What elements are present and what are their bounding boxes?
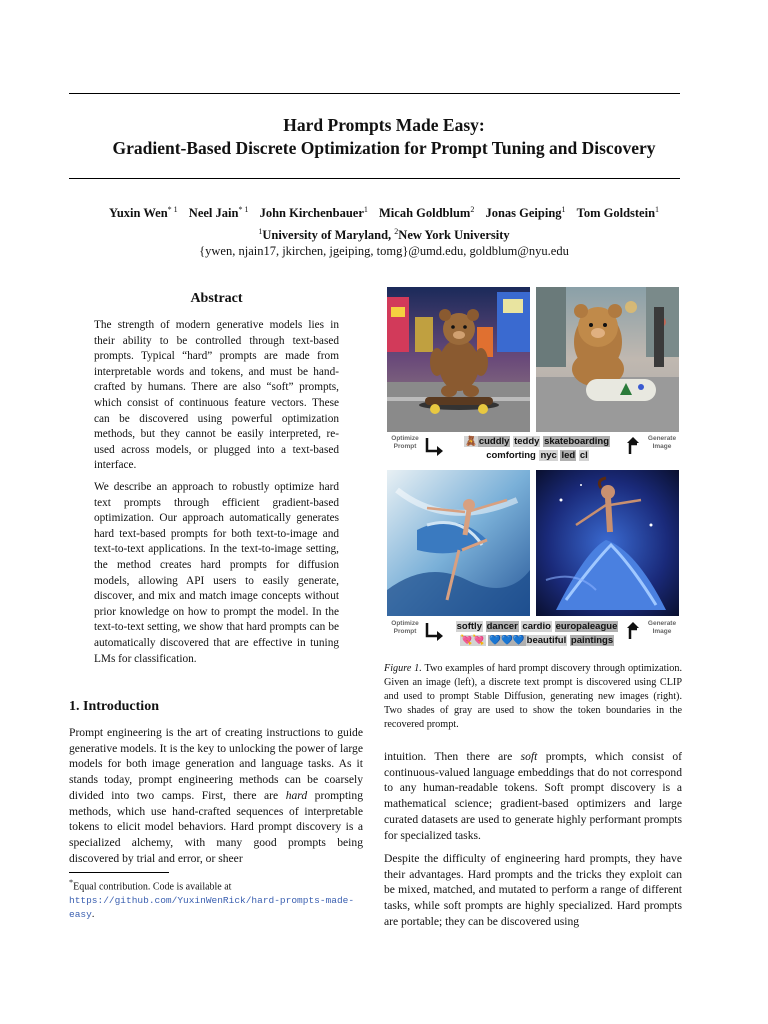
- abstract-paragraph-2: We describe an approach to robustly optimize hard text prompts through efficient gradient-based optimization. Our approach automatically generates hard text-based prompts for both text-to-image and text-to-text applications. In the text-to-image setting, the method creates hard prompts for diffusion models, allowing API users to easily generate, discover, and mix and match image concepts without prior knowledge on how to prompt the model. In the text-to-text setting, we show that hard prompts can be automatically discovered that are effective in tuning LMs for classification.: [94, 481, 339, 665]
- footnote: *Equal contribution. Code is available at https://github.com/YuxinWenRick/hard-prompts-made-easy.: [69, 878, 355, 921]
- author-list: [0, 205, 768, 221]
- optimize-prompt-label: Optimize Prompt: [391, 620, 419, 635]
- prompt-token: 🧸: [464, 436, 477, 447]
- author: Jonas Geiping$^1$: [485, 205, 566, 221]
- prompt-token: beautiful: [526, 635, 567, 646]
- optimize-arrow-icon: [424, 438, 444, 456]
- author: Tom Goldstein$^1$: [576, 205, 660, 221]
- author: Yuxin Wen$^{* 1}$: [108, 205, 178, 221]
- prompt-tokens-1: [447, 435, 627, 463]
- footnote-rule: [69, 872, 169, 873]
- prompt-token: teddy: [514, 436, 540, 447]
- prompt-token: cardio: [522, 621, 551, 632]
- intro-paragraph-2: intuition. Then there are soft prompts, which consist of continuous-valued language embeddings that do not correspond to any human-readable tokens. Soft prompt discovery is a mathematical science; gradient-based optimizers and large curated datasets are used to generate highly performant prompts for specialized tasks.: [384, 750, 682, 842]
- figure-caption: Figure 1. Two examples of hard prompt discovery through optimization. Given an image (left), a discrete text prompt is discovered using CLIP and used to prompt Stable Diffusion, generating new images (right). Two shades of gray are used to show the token boundaries in the recovered prompt.: [384, 663, 682, 730]
- prompt-token: led: [561, 450, 576, 461]
- prompt-token: europaleague: [555, 621, 618, 632]
- author: Neel Jain$^{* 1}$: [188, 205, 249, 221]
- top-rule: [69, 93, 680, 94]
- title-bottom-rule: [69, 178, 680, 179]
- prompt-token: dancer: [486, 621, 518, 632]
- author: Micah Goldblum$^2$: [379, 205, 475, 221]
- abstract-paragraph-1: The strength of modern generative models lies in their ability to be controlled through text-based prompts. Typical “hard” prompts are made from interpretable words and tokens, and must be hand-crafted by humans. There are also “soft” prompts, which consist of continuous feature vectors. These can be discovered using powerful optimization methods, but they cannot be easily interpreted, re-used across models, or plugged into a text-based interface.: [94, 319, 339, 472]
- paper-title-line1: Hard Prompts Made Easy:: [283, 115, 485, 135]
- figure-image-dancer-original: [387, 470, 530, 616]
- prompt-token: cl: [579, 450, 588, 461]
- figure-prompt-row-2: [387, 618, 680, 662]
- optimize-prompt-label: Optimize Prompt: [391, 435, 419, 450]
- author-emails: {ywen, njain17, jkirchen, jgeiping, tomg}@umd.edu, goldblum@nyu.edu: [199, 244, 569, 258]
- generate-arrow-icon: [627, 436, 645, 454]
- figure-image-teddy-original: [387, 287, 530, 432]
- abstract-heading: Abstract: [190, 291, 243, 306]
- prompt-token: skateboarding: [544, 436, 610, 447]
- intro-paragraph-1: Prompt engineering is the art of creating instructions to guide generative models. It is the key to unlocking the power of large models for both image generation and language tasks. As it stands today, prompt engineering methods can be coarsely divided into two camps. First, there are hard prompting methods, which use hand-crafted sequences of interpretable tokens to elicit model behaviors. Hard prompt discovery is a specialized alchemy, with many good prompts being discovered by trial and error, or sheer: [69, 726, 363, 865]
- affiliations: $^1$University of Maryland, $^2$New York University: [258, 227, 510, 243]
- figure-image-teddy-generated: [536, 287, 679, 432]
- prompt-token: 💘💘: [460, 635, 485, 646]
- figure-image-dancer-generated: [536, 470, 679, 616]
- section-heading-introduction: 1. Introduction: [69, 699, 159, 714]
- generate-image-label: Generate Image: [647, 620, 677, 635]
- code-link[interactable]: https://github.com/YuxinWenRick/hard-prompts-made-easy: [69, 895, 355, 921]
- prompt-token: softly: [456, 621, 482, 632]
- author: John Kirchenbauer$^1$: [259, 205, 368, 221]
- generate-arrow-icon: [627, 621, 645, 639]
- prompt-token: cuddly: [478, 436, 510, 447]
- intro-paragraph-3: Despite the difficulty of engineering hard prompts, they have their advantages. Hard prompts and the tricks they exploit can be mixed, matched, and mutated to perform a range of different tasks, while soft prompts are highly specialized. Hard prompts are portable; they can be discovered using: [384, 852, 682, 928]
- prompt-tokens-2: [447, 620, 627, 648]
- paper-title-line2: Gradient-Based Discrete Optimization for Prompt Tuning and Discovery: [112, 138, 656, 158]
- prompt-token: 💙💙💙: [489, 635, 525, 646]
- generate-image-label: Generate Image: [647, 435, 677, 450]
- optimize-arrow-icon: [424, 623, 444, 641]
- prompt-token: comforting: [486, 450, 536, 461]
- prompt-token: paintings: [570, 635, 614, 646]
- prompt-token: nyc: [540, 450, 557, 461]
